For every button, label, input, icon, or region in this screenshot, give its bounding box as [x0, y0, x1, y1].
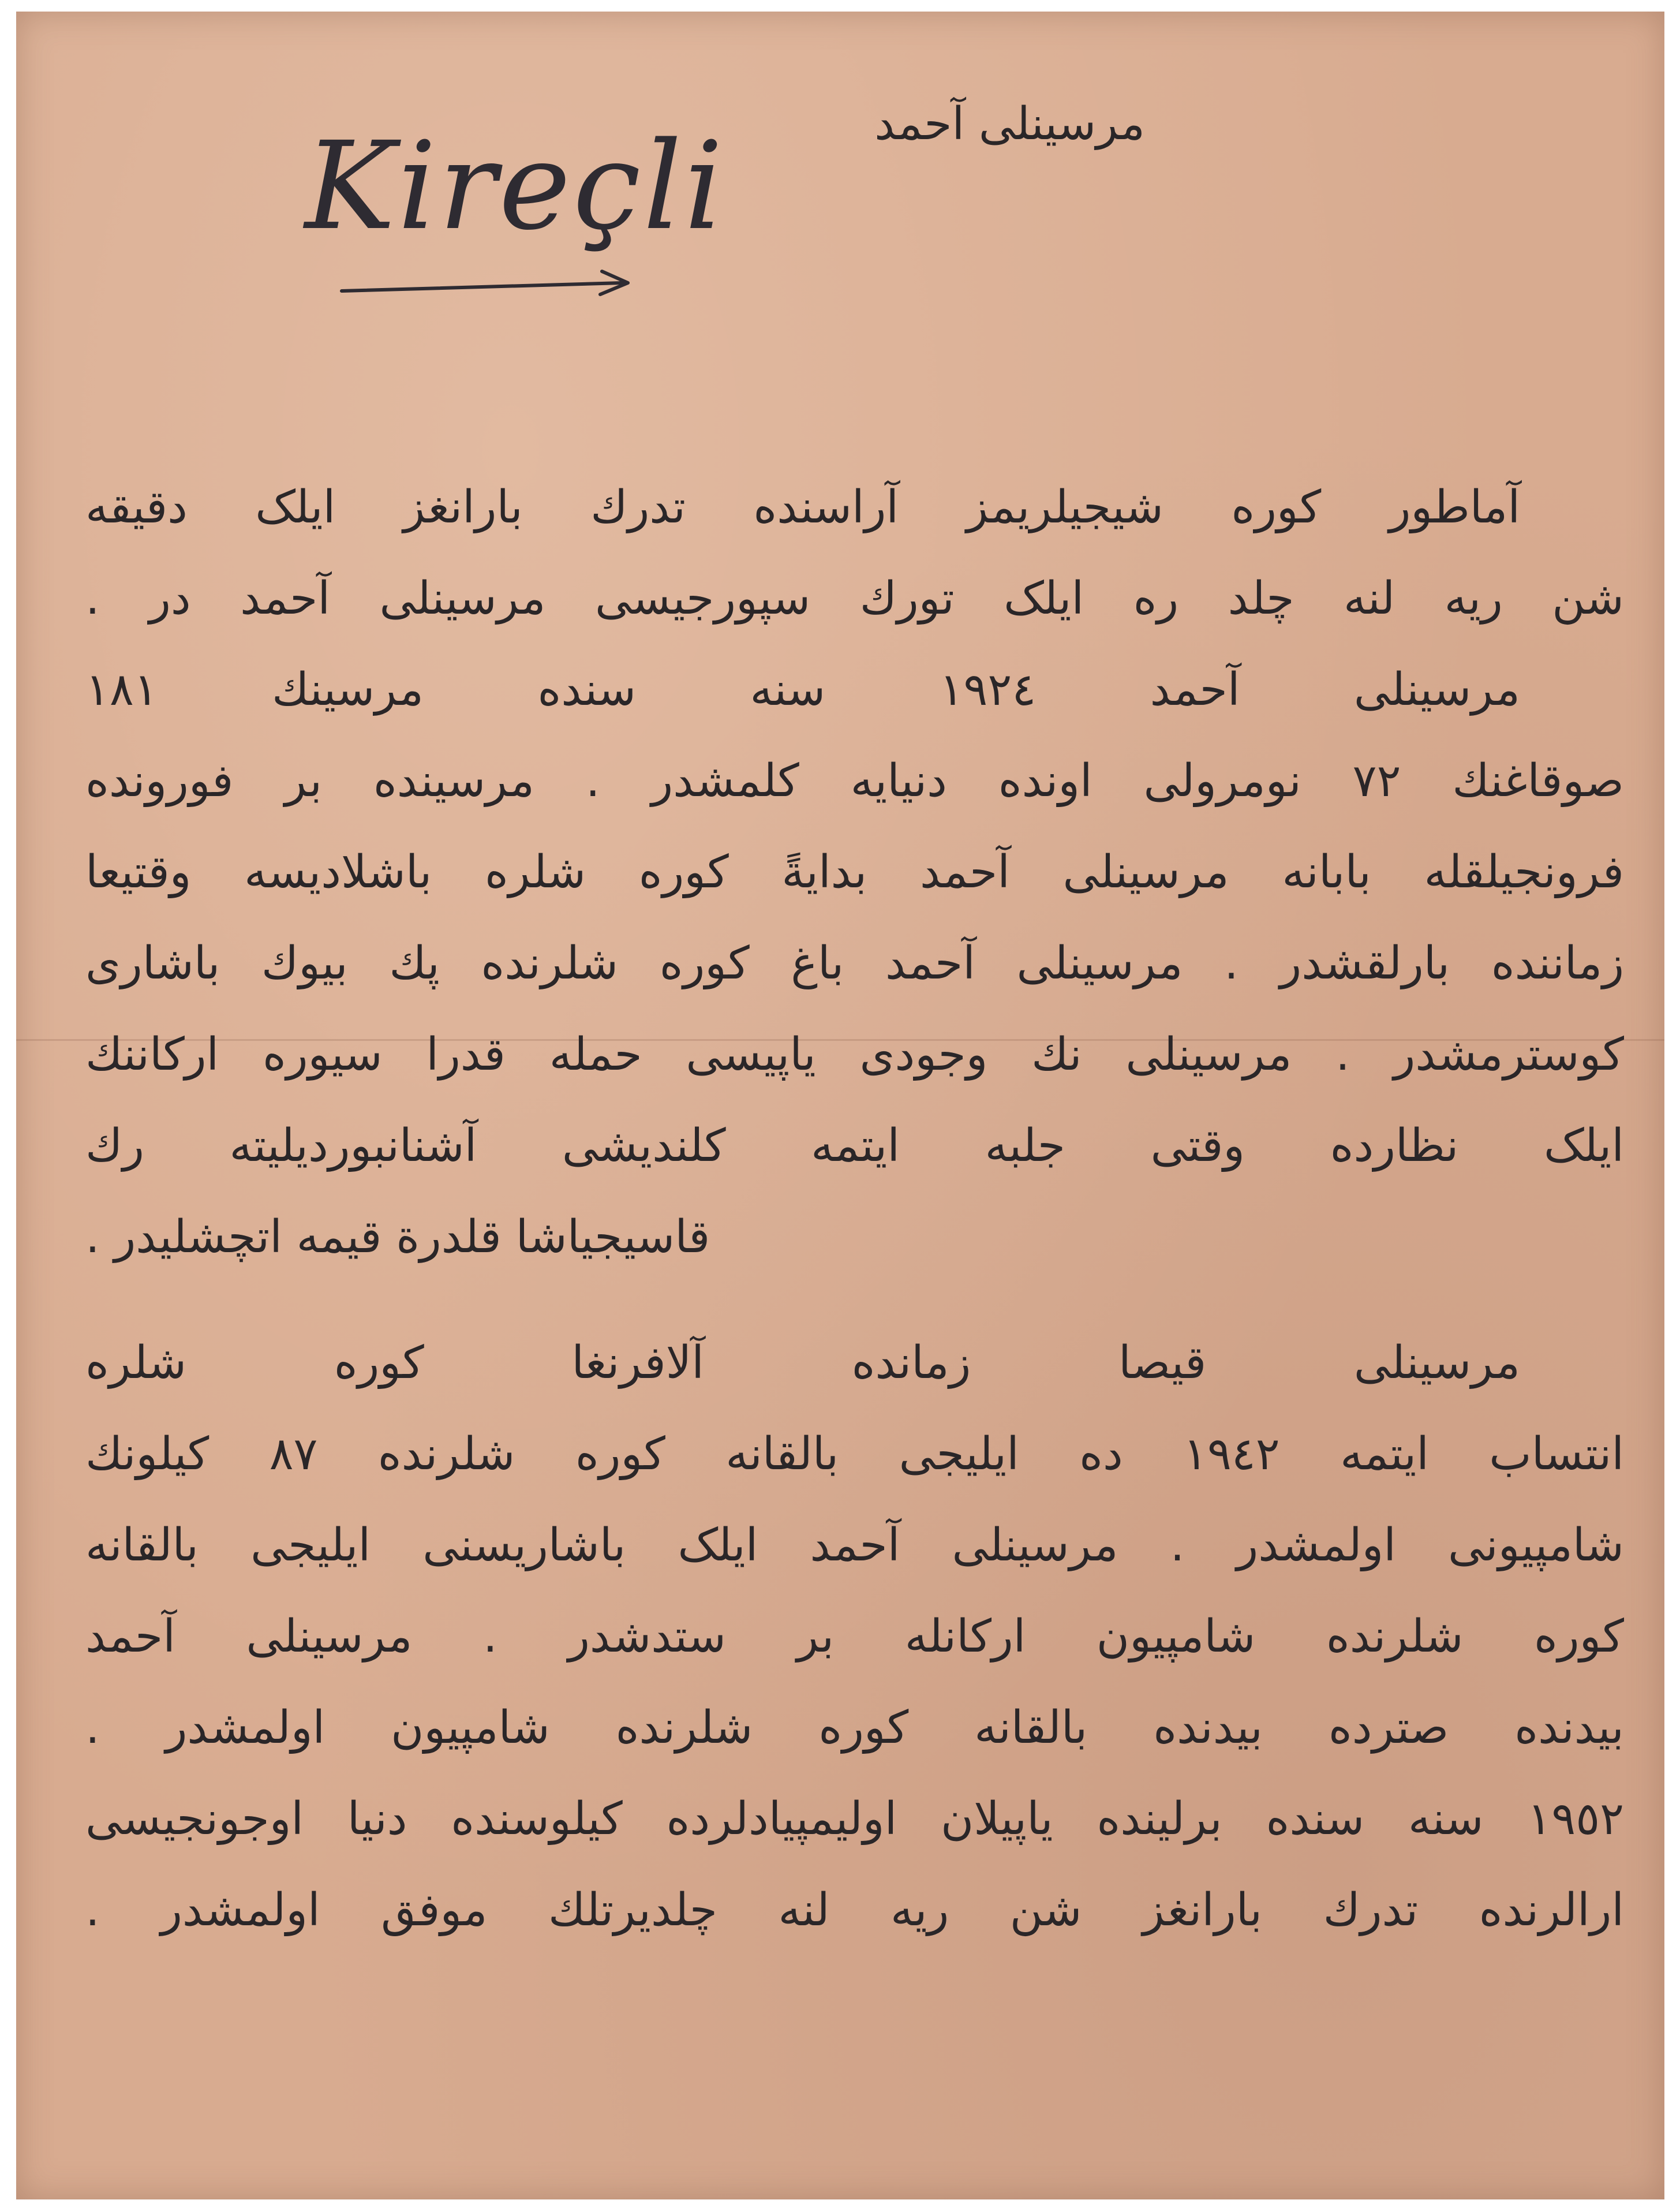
text-line: مرسینلی آحمد ١٩٢٤ سنه سنده مرسینك ١٨١ [85, 664, 1520, 716]
text-line: انتساب ایتمه ۱۹٤۲ ده ایلیجی بالقانه کوره شلرنده ٨٧ کیلونك [85, 1428, 1624, 1480]
text-line: ١٩٥٢ سنه سنده برلینده یاپیلان اولیمپیادلرده کیلوسنده دنیا اوجونجیسی [85, 1793, 1624, 1845]
text-line: ایلک نظارده وقتی جلبه ایتمه کلندیشی آشنانبوردیلیته رك [85, 1120, 1624, 1172]
text-line: فرونجیلقله بابانه مرسینلی آحمد بدایةً کوره شلره باشلادیسه وقتیعا [85, 846, 1624, 898]
text-line: کوسترمشدر . مرسینلی نك وجودی یاپیسی حمله قدرا سیوره ارکاننك [85, 1029, 1624, 1081]
manuscript-page [16, 12, 1664, 2199]
text-line: مرسینلی قیصا زمانده آلافرنغا کوره شلره [85, 1337, 1520, 1389]
text-line: صوقاغنك ٧٢ نومرولی اونده دنیایه کلمشدر . مرسینده بر فورونده [85, 755, 1624, 807]
text-line: شن ریه لنه چلد ره ایلک تورك سپورجیسی مرسینلی آحمد در . [85, 573, 1624, 625]
manuscript-body [85, 462, 1624, 1956]
text-line: شامپیونی اولمشدر . مرسینلی آحمد ایلک باشاریسنی ایلیجی بالقانه [85, 1519, 1624, 1571]
text-line: کوره شلرنده شامپیون ارکانله بر ستدشدر . مرسینلی آحمد [85, 1611, 1624, 1663]
ottoman-title: مرسینلی آحمد [874, 98, 1145, 150]
text-line: قاسیجیاشا قلدرة قیمه اتچشلیدر . [85, 1211, 710, 1263]
paragraph-gap [85, 1283, 1624, 1317]
paragraph-3 [85, 1317, 1624, 1956]
underline-arrow-icon [339, 266, 639, 306]
text-line: بیدنده صترده بیدنده بالقانه کوره شلرنده شامپیون اولمشدر . [85, 1702, 1624, 1754]
text-line: ارالرنده تدرك بارانغز شن ریه لنه چلدیرتلك موفق اولمشدر . [85, 1884, 1624, 1936]
latin-handwritten-annotation: Kireçli [305, 115, 725, 257]
text-line: زماننده بارلقشدر . مرسینلی آحمد باغ کوره شلرنده پك بیوك باشاری [85, 938, 1624, 989]
paragraph-2 [85, 644, 1624, 1283]
paragraph-1 [85, 462, 1624, 644]
text-line: آماطور کوره شیجیلریمز آراسنده تدرك بارانغز ایلک دقیقه [85, 481, 1520, 533]
